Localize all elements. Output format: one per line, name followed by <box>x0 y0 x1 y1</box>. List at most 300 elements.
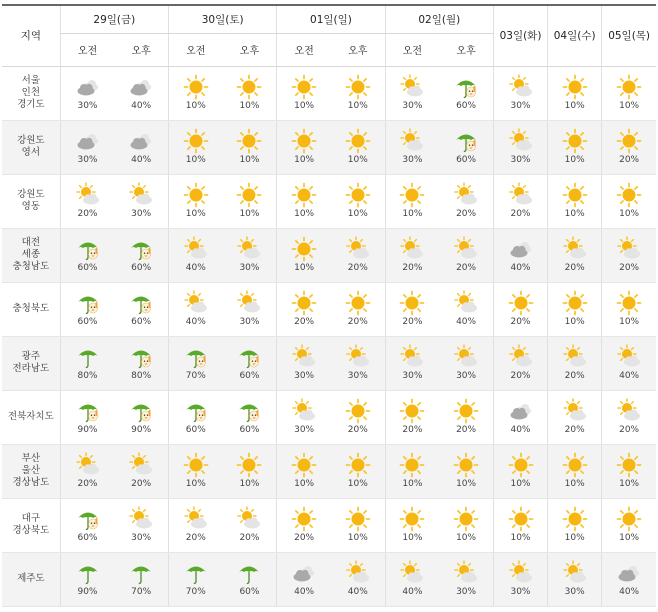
rain-chance-icon <box>75 398 101 424</box>
precip-chance: 70% <box>131 587 152 597</box>
precip-chance: 10% <box>185 155 206 165</box>
table-row <box>2 66 656 120</box>
forecast-cell <box>439 174 493 228</box>
forecast-cell <box>493 498 547 552</box>
forecast-cell <box>602 498 656 552</box>
precip-chance: 20% <box>619 425 640 435</box>
forecast-cell <box>168 336 222 390</box>
forecast-cell <box>168 444 222 498</box>
table-row <box>2 498 656 552</box>
forecast-cell <box>114 444 168 498</box>
forecast-cell <box>602 282 656 336</box>
precip-chance: 30% <box>77 101 98 111</box>
forecast-cell <box>60 66 114 120</box>
precip-chance: 10% <box>347 479 368 489</box>
partly-cloudy-icon <box>508 344 534 370</box>
cloudy-icon <box>508 236 534 262</box>
precip-chance: 30% <box>131 209 152 219</box>
am-header: 오전 <box>277 33 331 66</box>
forecast-cell <box>385 120 439 174</box>
forecast-cell <box>168 282 222 336</box>
forecast-cell <box>277 444 331 498</box>
table-row <box>2 120 656 174</box>
partly-cloudy-icon <box>453 236 479 262</box>
partly-cloudy-icon <box>616 236 642 262</box>
forecast-cell <box>385 282 439 336</box>
precip-chance: 20% <box>347 425 368 435</box>
precip-chance: 30% <box>131 533 152 543</box>
sunny-icon <box>508 506 534 532</box>
forecast-cell <box>493 282 547 336</box>
partly-cloudy-icon <box>399 74 425 100</box>
am-header: 오전 <box>168 33 222 66</box>
precip-chance: 20% <box>456 263 477 273</box>
forecast-cell <box>114 174 168 228</box>
precip-chance: 10% <box>564 209 585 219</box>
partly-cloudy-icon <box>399 236 425 262</box>
precip-chance: 10% <box>619 479 640 489</box>
precip-chance: 20% <box>185 533 206 543</box>
forecast-cell <box>223 120 277 174</box>
forecast-cell <box>331 444 385 498</box>
precip-chance: 10% <box>347 101 368 111</box>
sunny-icon <box>562 506 588 532</box>
forecast-cell <box>493 552 547 606</box>
forecast-cell <box>223 336 277 390</box>
cloudy-icon <box>616 560 642 586</box>
sunny-icon <box>236 128 262 154</box>
forecast-cell <box>548 498 602 552</box>
precip-chance: 40% <box>402 587 423 597</box>
partly-cloudy-icon <box>128 506 154 532</box>
rain-chance-icon <box>128 344 154 370</box>
forecast-cell <box>168 66 222 120</box>
precip-chance: 20% <box>239 533 260 543</box>
precip-chance: 40% <box>131 155 152 165</box>
precip-chance: 10% <box>564 155 585 165</box>
precip-chance: 40% <box>510 263 531 273</box>
precip-chance: 10% <box>402 209 423 219</box>
weekly-forecast-table <box>2 4 656 607</box>
precip-chance: 30% <box>294 371 315 381</box>
forecast-container <box>2 4 656 607</box>
am-header: 오전 <box>385 33 439 66</box>
forecast-cell <box>331 174 385 228</box>
forecast-cell <box>331 66 385 120</box>
rain-chance-icon <box>453 74 479 100</box>
precip-chance: 60% <box>131 317 152 327</box>
precip-chance: 10% <box>564 101 585 111</box>
forecast-cell <box>385 228 439 282</box>
partly-cloudy-icon <box>345 236 371 262</box>
rain-chance-icon <box>236 344 262 370</box>
precip-chance: 60% <box>239 371 260 381</box>
forecast-cell <box>223 282 277 336</box>
forecast-cell <box>114 552 168 606</box>
cloudy-icon <box>75 128 101 154</box>
precip-chance: 10% <box>294 155 315 165</box>
precip-chance: 10% <box>402 533 423 543</box>
sunny-icon <box>562 452 588 478</box>
forecast-cell <box>548 66 602 120</box>
forecast-cell <box>331 498 385 552</box>
forecast-cell <box>168 174 222 228</box>
precip-chance: 20% <box>564 371 585 381</box>
table-header <box>2 5 656 66</box>
precip-chance: 10% <box>619 209 640 219</box>
umbrella-icon <box>236 560 262 586</box>
forecast-cell <box>114 228 168 282</box>
sunny-icon <box>399 182 425 208</box>
forecast-cell <box>223 174 277 228</box>
sunny-icon <box>562 182 588 208</box>
forecast-cell <box>168 120 222 174</box>
precip-chance: 20% <box>77 209 98 219</box>
day-header: 04일(수) <box>548 5 602 66</box>
rain-chance-icon <box>128 290 154 316</box>
precip-chance: 40% <box>131 101 152 111</box>
forecast-cell <box>277 498 331 552</box>
forecast-cell <box>114 336 168 390</box>
precip-chance: 90% <box>131 425 152 435</box>
region-name: 전북자치도 <box>2 390 60 444</box>
cloudy-icon <box>128 128 154 154</box>
forecast-cell <box>277 336 331 390</box>
umbrella-icon <box>75 560 101 586</box>
day-header: 01일(일) <box>277 5 385 33</box>
forecast-cell <box>602 444 656 498</box>
forecast-cell <box>60 336 114 390</box>
sunny-icon <box>616 452 642 478</box>
forecast-cell <box>331 336 385 390</box>
forecast-cell <box>60 228 114 282</box>
forecast-cell <box>439 282 493 336</box>
forecast-cell <box>223 390 277 444</box>
forecast-cell <box>493 444 547 498</box>
forecast-cell <box>602 336 656 390</box>
sunny-icon <box>236 182 262 208</box>
partly-cloudy-icon <box>508 74 534 100</box>
forecast-cell <box>548 552 602 606</box>
forecast-cell <box>439 336 493 390</box>
precip-chance: 60% <box>77 263 98 273</box>
rain-chance-icon <box>128 398 154 424</box>
rain-chance-icon <box>183 344 209 370</box>
precip-chance: 10% <box>294 479 315 489</box>
precip-chance: 20% <box>510 317 531 327</box>
partly-cloudy-icon <box>562 236 588 262</box>
partly-cloudy-icon <box>236 236 262 262</box>
precip-chance: 30% <box>510 101 531 111</box>
precip-chance: 30% <box>402 155 423 165</box>
rain-chance-icon <box>183 398 209 424</box>
pm-header: 오후 <box>439 33 493 66</box>
forecast-cell <box>493 174 547 228</box>
precip-chance: 10% <box>347 209 368 219</box>
precip-chance: 30% <box>402 101 423 111</box>
precip-chance: 20% <box>294 533 315 543</box>
precip-chance: 40% <box>510 425 531 435</box>
sunny-icon <box>616 290 642 316</box>
table-row <box>2 552 656 606</box>
forecast-cell <box>548 336 602 390</box>
forecast-cell <box>114 282 168 336</box>
forecast-cell <box>493 120 547 174</box>
sunny-icon <box>562 290 588 316</box>
forecast-cell <box>114 390 168 444</box>
sunny-icon <box>616 182 642 208</box>
forecast-cell <box>277 228 331 282</box>
sunny-icon <box>345 290 371 316</box>
sunny-icon <box>183 452 209 478</box>
partly-cloudy-icon <box>183 236 209 262</box>
forecast-cell <box>602 174 656 228</box>
forecast-cell <box>493 66 547 120</box>
precip-chance: 10% <box>347 155 368 165</box>
sunny-icon <box>399 290 425 316</box>
precip-chance: 20% <box>564 425 585 435</box>
sunny-icon <box>291 236 317 262</box>
sunny-icon <box>291 506 317 532</box>
precip-chance: 10% <box>239 479 260 489</box>
cloudy-icon <box>508 398 534 424</box>
precip-chance: 60% <box>456 155 477 165</box>
precip-chance: 40% <box>619 587 640 597</box>
precip-chance: 30% <box>456 587 477 597</box>
precip-chance: 10% <box>239 209 260 219</box>
forecast-cell <box>60 552 114 606</box>
forecast-cell <box>439 498 493 552</box>
precip-chance: 20% <box>347 317 368 327</box>
forecast-cell <box>385 444 439 498</box>
forecast-cell <box>168 498 222 552</box>
partly-cloudy-icon <box>508 560 534 586</box>
region-name: 제주도 <box>2 552 60 606</box>
sunny-icon <box>399 452 425 478</box>
precip-chance: 10% <box>619 317 640 327</box>
precip-chance: 20% <box>402 425 423 435</box>
precip-chance: 40% <box>185 263 206 273</box>
sunny-icon <box>508 452 534 478</box>
rain-chance-icon <box>236 398 262 424</box>
partly-cloudy-icon <box>508 182 534 208</box>
precip-chance: 10% <box>185 101 206 111</box>
precip-chance: 40% <box>456 317 477 327</box>
precip-chance: 20% <box>456 425 477 435</box>
forecast-cell <box>223 228 277 282</box>
precip-chance: 10% <box>402 479 423 489</box>
precip-chance: 20% <box>131 479 152 489</box>
partly-cloudy-icon <box>128 452 154 478</box>
sunny-icon <box>345 398 371 424</box>
forecast-cell <box>223 66 277 120</box>
precip-chance: 10% <box>185 209 206 219</box>
precip-chance: 30% <box>510 587 531 597</box>
region-name: 대전 세종 충청남도 <box>2 228 60 282</box>
partly-cloudy-icon <box>75 452 101 478</box>
partly-cloudy-icon <box>345 344 371 370</box>
partly-cloudy-icon <box>562 560 588 586</box>
precip-chance: 20% <box>402 317 423 327</box>
partly-cloudy-icon <box>236 506 262 532</box>
precip-chance: 60% <box>77 533 98 543</box>
precip-chance: 10% <box>347 533 368 543</box>
partly-cloudy-icon <box>399 560 425 586</box>
forecast-cell <box>385 66 439 120</box>
partly-cloudy-icon <box>345 560 371 586</box>
sunny-icon <box>508 290 534 316</box>
forecast-cell <box>60 120 114 174</box>
forecast-cell <box>385 390 439 444</box>
forecast-cell <box>331 552 385 606</box>
forecast-cell <box>114 498 168 552</box>
partly-cloudy-icon <box>453 344 479 370</box>
forecast-cell <box>277 120 331 174</box>
day-header: 03일(화) <box>493 5 547 66</box>
region-name: 강원도 영동 <box>2 174 60 228</box>
precip-chance: 10% <box>239 155 260 165</box>
partly-cloudy-icon <box>75 182 101 208</box>
forecast-cell <box>602 66 656 120</box>
forecast-cell <box>60 174 114 228</box>
sunny-icon <box>345 506 371 532</box>
precip-chance: 70% <box>185 587 206 597</box>
rain-chance-icon <box>453 128 479 154</box>
day-header: 05일(목) <box>602 5 656 66</box>
forecast-cell <box>548 282 602 336</box>
forecast-cell <box>168 390 222 444</box>
sunny-icon <box>291 182 317 208</box>
partly-cloudy-icon <box>236 290 262 316</box>
partly-cloudy-icon <box>453 290 479 316</box>
forecast-cell <box>548 228 602 282</box>
sunny-icon <box>616 506 642 532</box>
sunny-icon <box>291 74 317 100</box>
forecast-cell <box>331 282 385 336</box>
precip-chance: 20% <box>402 263 423 273</box>
region-name: 광주 전라남도 <box>2 336 60 390</box>
forecast-cell <box>114 66 168 120</box>
precip-chance: 80% <box>77 371 98 381</box>
sunny-icon <box>183 74 209 100</box>
pm-header: 오후 <box>331 33 385 66</box>
partly-cloudy-icon <box>562 398 588 424</box>
sunny-icon <box>616 128 642 154</box>
umbrella-icon <box>128 560 154 586</box>
forecast-cell <box>602 120 656 174</box>
precip-chance: 30% <box>402 371 423 381</box>
precip-chance: 40% <box>619 371 640 381</box>
forecast-cell <box>439 552 493 606</box>
forecast-cell <box>439 228 493 282</box>
precip-chance: 10% <box>564 533 585 543</box>
forecast-cell <box>548 444 602 498</box>
forecast-cell <box>385 552 439 606</box>
precip-chance: 20% <box>77 479 98 489</box>
partly-cloudy-icon <box>399 128 425 154</box>
precip-chance: 10% <box>456 533 477 543</box>
am-header: 오전 <box>60 33 114 66</box>
precip-chance: 20% <box>619 155 640 165</box>
region-name: 강원도 영서 <box>2 120 60 174</box>
table-row <box>2 282 656 336</box>
forecast-cell <box>277 66 331 120</box>
sunny-icon <box>345 452 371 478</box>
precip-chance: 30% <box>510 155 531 165</box>
precip-chance: 10% <box>294 209 315 219</box>
sunny-icon <box>236 74 262 100</box>
precip-chance: 20% <box>456 209 477 219</box>
partly-cloudy-icon <box>616 398 642 424</box>
partly-cloudy-icon <box>399 344 425 370</box>
precip-chance: 70% <box>185 371 206 381</box>
precip-chance: 90% <box>77 425 98 435</box>
region-name: 대구 경상북도 <box>2 498 60 552</box>
precip-chance: 60% <box>239 587 260 597</box>
table-body <box>2 66 656 606</box>
sunny-icon <box>291 452 317 478</box>
umbrella-icon <box>75 344 101 370</box>
precip-chance: 30% <box>239 317 260 327</box>
forecast-cell <box>223 498 277 552</box>
partly-cloudy-icon <box>291 344 317 370</box>
rain-chance-icon <box>75 290 101 316</box>
sunny-icon <box>453 506 479 532</box>
precip-chance: 10% <box>619 101 640 111</box>
sunny-icon <box>453 398 479 424</box>
partly-cloudy-icon <box>562 344 588 370</box>
precip-chance: 10% <box>456 479 477 489</box>
precip-chance: 60% <box>131 263 152 273</box>
forecast-cell <box>439 120 493 174</box>
forecast-cell <box>223 444 277 498</box>
rain-chance-icon <box>75 506 101 532</box>
day-header: 29일(금) <box>60 5 168 33</box>
partly-cloudy-icon <box>183 290 209 316</box>
partly-cloudy-icon <box>453 560 479 586</box>
forecast-cell <box>439 66 493 120</box>
region-name: 충청북도 <box>2 282 60 336</box>
precip-chance: 80% <box>131 371 152 381</box>
sunny-icon <box>345 74 371 100</box>
forecast-cell <box>548 120 602 174</box>
table-row <box>2 336 656 390</box>
forecast-cell <box>277 552 331 606</box>
precip-chance: 10% <box>510 533 531 543</box>
partly-cloudy-icon <box>453 182 479 208</box>
region-name: 부산 울산 경상남도 <box>2 444 60 498</box>
precip-chance: 60% <box>456 101 477 111</box>
region-name: 서울 인천 경기도 <box>2 66 60 120</box>
pm-header: 오후 <box>223 33 277 66</box>
partly-cloudy-icon <box>291 398 317 424</box>
partly-cloudy-icon <box>616 344 642 370</box>
day-header: 30일(토) <box>168 5 276 33</box>
rain-chance-icon <box>75 236 101 262</box>
forecast-cell <box>602 228 656 282</box>
forecast-cell <box>60 282 114 336</box>
region-header: 지역 <box>2 5 60 66</box>
precip-chance: 10% <box>185 479 206 489</box>
forecast-cell <box>385 174 439 228</box>
forecast-cell <box>602 390 656 444</box>
precip-chance: 20% <box>294 317 315 327</box>
precip-chance: 40% <box>347 587 368 597</box>
precip-chance: 30% <box>456 371 477 381</box>
table-row <box>2 390 656 444</box>
precip-chance: 20% <box>619 263 640 273</box>
sunny-icon <box>236 452 262 478</box>
